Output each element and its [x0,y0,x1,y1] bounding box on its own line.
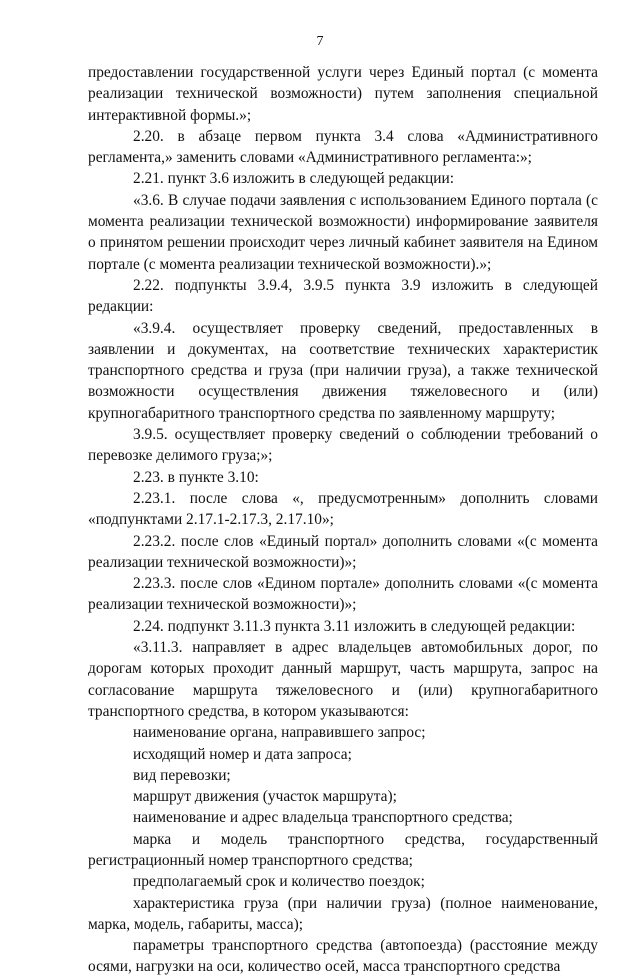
paragraph: марка и модель транспортного средства, государственный регистрационный номер транспортного средства; [88,830,598,869]
paragraph: наименование органа, направившего запрос; [133,724,426,742]
paragraph: 2.20. в абзаце первом пункта 3.4 слова «Административного регламента,» заменить словами «Административного регламента:»; [88,127,598,167]
paragraph: 2.23. в пункте 3.10: [133,468,259,486]
paragraph: вид перевозки; [133,766,231,784]
paragraph: предоставлении государственной услуги через Единый портал (с момента реализации технической возможности) путем заполнения специальной интерактивной формы.»; [88,64,598,124]
paragraph: 2.23.2. после слов «Единый портал» дополнить словами «(с момента реализации технической возможности)»; [88,532,598,571]
paragraph: параметры транспортного средства (автопоезда) (расстояние между осями, нагрузки на оси, количество осей, масса транспортного средства [88,937,598,976]
paragraph: «3.9.4. осуществляет проверку сведений, предоставленных в заявлении и документах, на соответствие технических характеристик транспортного средства и груза (при наличии груза), а также технической возможности осуществления движения тяжеловесного и (или) крупногабаритного транспортного средства по заявленному маршруту; [88,319,598,422]
paragraph: «3.11.3. направляет в адрес владельцев автомобильных дорог, по дорогам которых проходит данный маршрут, часть маршрута, запрос на согласование маршрута тяжеловесного и (или) крупногабаритного транспортного средства, в котором указываются: [88,639,598,720]
paragraph: исходящий номер и дата запроса; [133,745,352,763]
paragraph: 2.23.3. после слов «Едином портале» дополнить словами «(с момента реализации технической возможности)»; [88,575,598,614]
paragraph: 2.22. подпункты 3.9.4, 3.9.5 пункта 3.9 изложить в следующей редакции: [88,276,598,316]
paragraph: 2.24. подпункт 3.11.3 пункта 3.11 изложить в следующей редакции: [133,617,576,635]
paragraph: 2.21. пункт 3.6 изложить в следующей редакции: [133,170,454,188]
paragraph: «3.6. В случае подачи заявления с использованием Единого портала (с момента реализации технической возможности) информирование заявителя о принятом решении происходит через личный кабинет заявителя на Едином портале (с момента реализации технической возможности).»; [88,191,598,273]
document-body [88,62,598,978]
paragraph: наименование и адрес владельца транспортного средства; [133,809,513,827]
paragraph: 3.9.5. осуществляет проверку сведений о соблюдении требований о перевозке делимого груза;»; [88,426,598,465]
paragraph: характеристика груза (при наличии груза) (полное наименование, марка, модель, габариты, масса); [88,894,598,933]
page-number: 7 [316,34,324,49]
paragraph: маршрут движения (участок маршрута); [133,788,397,806]
paragraph: 2.23.1. после слова «, предусмотренным» дополнить словами «подпунктами 2.17.1-2.17.3, 2.17.10»; [88,489,598,529]
paragraph: предполагаемый срок и количество поездок; [133,873,425,891]
